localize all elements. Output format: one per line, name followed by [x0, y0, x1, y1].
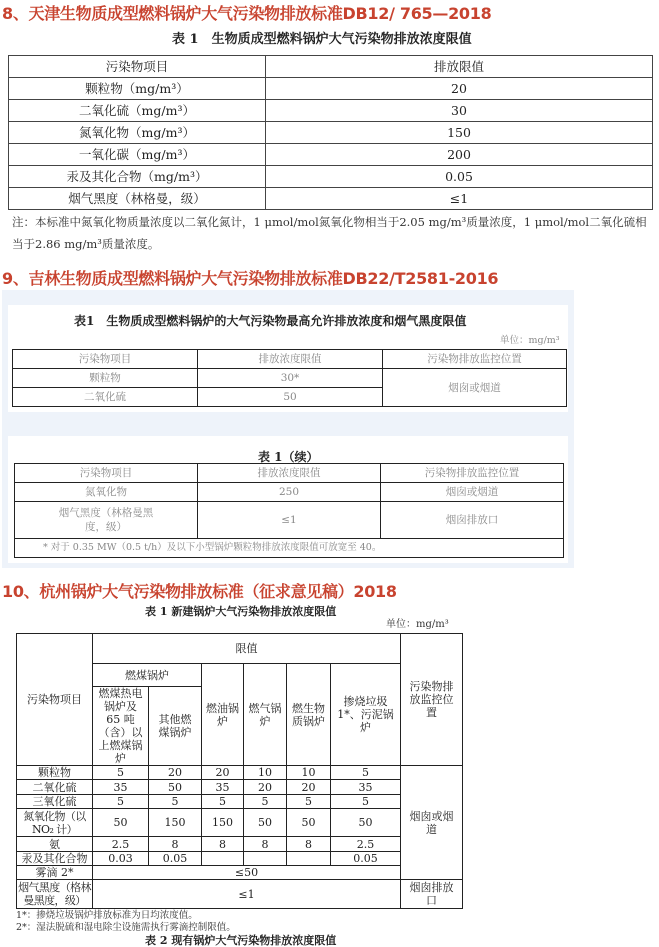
s8-table-caption: 表 1 生物质成型燃料锅炉大气污染物排放浓度限值: [172, 32, 472, 47]
cell: 2.5: [331, 837, 401, 852]
cell: 30*: [198, 369, 383, 388]
header-cell: 燃生物质锅炉: [287, 664, 331, 766]
cell: ≤1: [93, 880, 401, 909]
cell: 50: [287, 809, 331, 837]
cell: 2.5: [93, 837, 149, 852]
cell: 0.05: [331, 852, 401, 866]
cell: 50: [331, 809, 401, 837]
s9-table-1: [12, 349, 567, 407]
section-9-title: 9、吉林生物质成型燃料锅炉大气污染物排放标准DB22/T2581-2016: [2, 269, 499, 288]
cell: 氮氧化物（以 NO₂ 计）: [17, 809, 93, 837]
cell: 0.05: [266, 166, 653, 188]
cell: 35: [93, 780, 149, 795]
cell: 8: [149, 837, 202, 852]
cell: 20: [244, 780, 287, 795]
header-cell: 污染物排放监控位置: [383, 350, 567, 369]
cell: 50: [93, 809, 149, 837]
cell: 20: [202, 766, 244, 780]
cell: 颗粒物（mg/m³）: [9, 78, 266, 100]
cell: 5: [93, 766, 149, 780]
cell: 二氧化硫（mg/m³）: [9, 100, 266, 122]
s9-table-caption: 表1 生物质成型燃料锅炉的大气污染物最高允许排放浓度和烟气黑度限值: [74, 314, 467, 328]
section-8-title: 8、天津生物质成型燃料锅炉大气污染物排放标准DB12/ 765—2018: [2, 4, 492, 23]
cell: 氮氧化物: [15, 483, 198, 502]
cell: 烟囱排放口: [401, 880, 463, 909]
cell: 8: [202, 837, 244, 852]
cell: 35: [331, 780, 401, 795]
cell: 二氧化硫: [13, 388, 198, 407]
cell: [287, 852, 331, 866]
cell: [202, 852, 244, 866]
header-cell: 燃煤锅炉: [93, 664, 202, 687]
cell: 150: [266, 122, 653, 144]
cell: 三氧化硫: [17, 795, 93, 809]
cell: [244, 852, 287, 866]
cell: 200: [266, 144, 653, 166]
cell: 烟囱或烟道: [381, 483, 564, 502]
cell: 8: [287, 837, 331, 852]
cell: 烟气黑度（林格曼黑度，级）: [15, 502, 198, 539]
cell: 雾滴 2*: [17, 866, 93, 880]
cell: 20: [287, 780, 331, 795]
cell: 5: [149, 795, 202, 809]
cell: 8: [244, 837, 287, 852]
header-cell: 污染物项目: [17, 634, 93, 766]
s9-unit: 单位：mg/m³: [500, 335, 560, 346]
header-cell: 污染物项目: [9, 56, 266, 78]
s10-footnote-2: 2*：湿法脱硫和湿电除尘设施需执行雾滴控制限值。: [16, 922, 236, 933]
header-cell: 燃气锅炉: [244, 664, 287, 766]
cell: 汞及其化合物: [17, 852, 93, 866]
cell: 10: [244, 766, 287, 780]
cell: 20: [149, 766, 202, 780]
cell: 35: [202, 780, 244, 795]
header-cell: 排放浓度限值: [198, 350, 383, 369]
cell: 一氧化碳（mg/m³）: [9, 144, 266, 166]
s10-table-block: [16, 633, 463, 947]
header-cell: 限值: [93, 634, 401, 664]
cell: 50: [149, 780, 202, 795]
cell: 50: [198, 388, 383, 407]
cell: 10: [287, 766, 331, 780]
s10-unit: 单位：mg/m³: [386, 619, 449, 630]
header-cell: 污染物项目: [13, 350, 198, 369]
cell: 氨: [17, 837, 93, 852]
header-cell: 污染物排放监控位置: [401, 634, 463, 766]
cell: 50: [244, 809, 287, 837]
cell: 5: [202, 795, 244, 809]
section-10-title: 10、杭州锅炉大气污染物排放标准（征求意见稿）2018: [2, 582, 397, 601]
cell: ≤50: [93, 866, 401, 880]
s9-table-caption-2: 表 1（续）: [258, 450, 319, 464]
cell: 烟气黑度（林格曼，级）: [9, 188, 266, 210]
header-cell: 污染物项目: [15, 464, 198, 483]
cell: 颗粒物: [17, 766, 93, 780]
cell: 5: [93, 795, 149, 809]
s10-table-2-caption: 表 2 现有锅炉大气污染物排放浓度限值: [145, 934, 337, 947]
header-cell: 其他燃煤锅炉: [149, 687, 202, 766]
cell: ≤1: [198, 502, 381, 539]
cell: 5: [331, 766, 401, 780]
s9-note: * 对于 0.35 MW（0.5 t/h）及以下小型锅炉颗粒物排放浓度限值可放宽至 40。: [15, 539, 564, 558]
cell: 5: [287, 795, 331, 809]
header-cell: 燃煤热电锅炉及 65 吨（含）以上燃煤锅炉: [93, 687, 149, 766]
cell: 250: [198, 483, 381, 502]
s8-table: [8, 55, 653, 210]
cell: 5: [244, 795, 287, 809]
cell: 0.05: [149, 852, 202, 866]
cell: 150: [149, 809, 202, 837]
cell: 烟气黑度（格林曼黑度，级）: [18, 881, 91, 907]
cell: 烟囱或烟道: [383, 369, 567, 407]
cell: 颗粒物: [13, 369, 198, 388]
header-cell: 排放浓度限值: [198, 464, 381, 483]
header-cell: 掺烧垃圾 1*、污泥锅炉: [331, 664, 401, 766]
cell: 0.03: [93, 852, 149, 866]
cell: 汞及其化合物（mg/m³）: [9, 166, 266, 188]
cell: 二氧化硫: [17, 780, 93, 795]
s9-table-2: [14, 463, 564, 558]
cell: 30: [266, 100, 653, 122]
cell: 烟囱或烟道: [401, 766, 463, 880]
cell: ≤1: [266, 188, 653, 210]
cell: 20: [266, 78, 653, 100]
header-cell: 燃油锅炉: [202, 664, 244, 766]
s10-footnote-1: 1*：掺烧垃圾锅炉排放标准为日均浓度值。: [16, 910, 198, 921]
s8-note: 注：本标准中氮氧化物质量浓度以二氧化氮计，1 μmol/mol氮氧化物相当于2.05 mg/m³质量浓度，1 μmol/mol二氧化硫相当于2.86 mg/m³质量浓度。: [12, 215, 647, 251]
header-cell: 污染物排放监控位置: [381, 464, 564, 483]
cell: 氮氧化物（mg/m³）: [9, 122, 266, 144]
header-cell: 排放限值: [266, 56, 653, 78]
s10-table-caption: 表 1 新建锅炉大气污染物排放浓度限值: [145, 605, 337, 618]
cell: 烟囱排放口: [381, 502, 564, 539]
cell: 5: [331, 795, 401, 809]
s10-table: [16, 633, 463, 909]
cell: 150: [202, 809, 244, 837]
